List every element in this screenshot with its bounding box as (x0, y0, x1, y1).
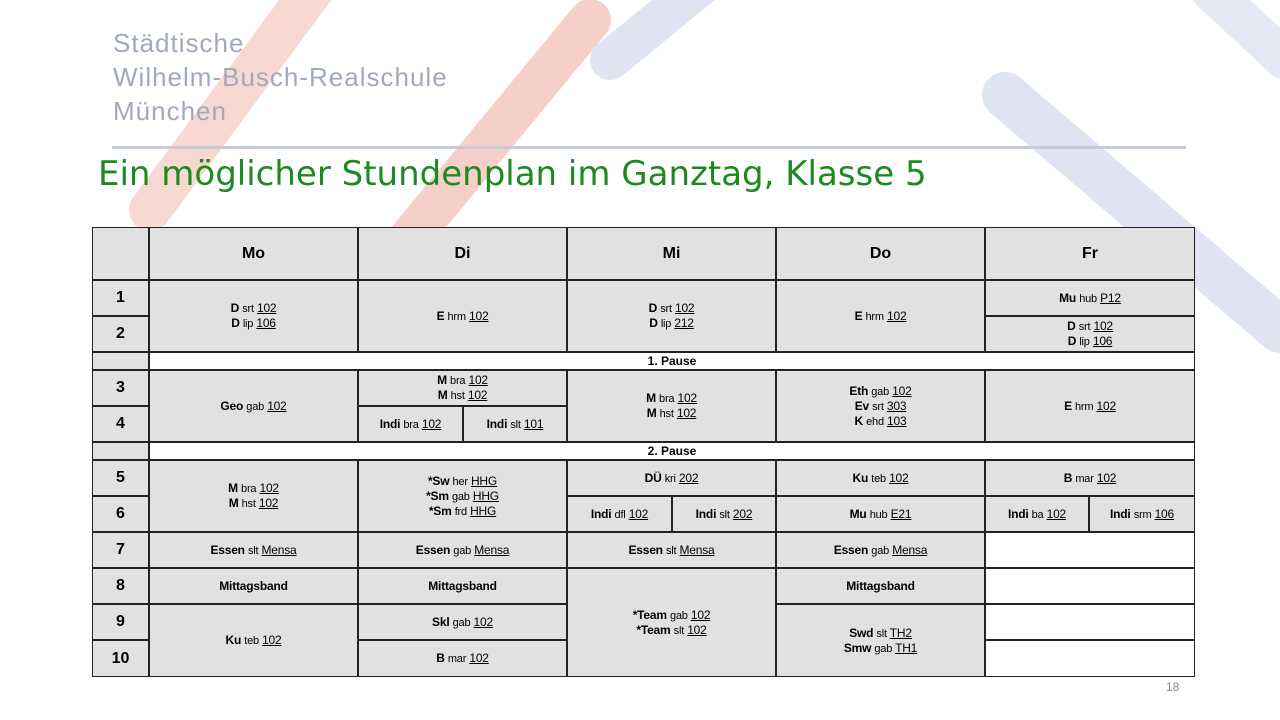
lesson-room: 101 (523, 416, 544, 431)
lesson-subject: M (437, 373, 447, 387)
lesson-teacher: bra (241, 483, 257, 495)
lesson-teacher: srt (1078, 321, 1091, 333)
lesson-subject: Essen (210, 542, 245, 557)
lesson-cell (985, 280, 1195, 316)
lesson-room: HHG (470, 503, 497, 518)
lesson-cell (149, 604, 358, 677)
lesson-teacher: slt (665, 544, 677, 557)
lesson-line (633, 608, 711, 623)
lesson-line (220, 399, 286, 414)
lesson-room: TH2 (889, 625, 912, 640)
lesson-line (436, 651, 489, 666)
lesson-subject: D (230, 301, 240, 315)
lesson-teacher: srt (660, 303, 672, 315)
lesson-teacher: teb (244, 635, 259, 647)
lesson-line (231, 316, 276, 331)
break-row: 2. Pause (149, 442, 1195, 460)
lesson-cell (985, 316, 1195, 352)
lesson-room: 106 (256, 316, 276, 330)
lesson-subject: Indi (1007, 506, 1029, 521)
period-number: 7 (92, 532, 149, 568)
lesson-teacher: hrm (447, 310, 466, 323)
lesson-room: 102 (259, 481, 279, 495)
lesson-room: TH1 (895, 640, 918, 655)
lesson-line (855, 414, 907, 429)
lesson-line (438, 388, 488, 403)
lesson-teacher: gab (453, 544, 472, 557)
lesson-cell (567, 460, 776, 496)
lesson-subject: D (649, 316, 658, 330)
lesson-subject: *Sm (426, 488, 449, 503)
lesson-teacher: frd (454, 505, 467, 518)
lesson-teacher: hrm (865, 310, 884, 323)
lesson-line (591, 507, 648, 522)
lesson-line (437, 309, 489, 324)
period-number: 9 (92, 604, 149, 640)
lesson-room: 102 (676, 406, 697, 420)
lesson-subject: Essen (628, 542, 663, 557)
lesson-room: 102 (687, 622, 707, 637)
lesson-line (852, 471, 908, 486)
lesson-room: 102 (267, 398, 287, 413)
lesson-cell (567, 370, 776, 442)
lesson-line (649, 316, 694, 331)
lesson-teacher: bra (659, 393, 675, 405)
lesson-subject: K (854, 413, 863, 428)
lesson-room: Mensa (679, 542, 715, 557)
lesson-room: HHG (472, 488, 499, 503)
lesson-cell (149, 460, 358, 532)
lesson-subject: M (646, 406, 657, 420)
lesson-subject: Skl (432, 614, 450, 629)
lesson-subject: Indi (590, 506, 612, 521)
lesson-cell (567, 496, 672, 532)
period-number: 1 (92, 280, 149, 316)
lesson-line (437, 373, 488, 388)
lesson-line (849, 384, 911, 399)
lesson-room: 102 (889, 470, 909, 485)
header-divider (112, 146, 1186, 149)
period-number: 6 (92, 496, 149, 532)
lesson-line (219, 579, 287, 593)
lesson-subject: B (436, 651, 445, 665)
lesson-teacher: slt (673, 624, 685, 637)
lesson-room: 202 (678, 470, 699, 485)
lesson-cell (567, 568, 776, 677)
lesson-subject: Ev (854, 398, 869, 413)
lesson-subject: Essen (833, 542, 869, 557)
lesson-line (225, 633, 281, 648)
lesson-line (646, 391, 697, 406)
lesson-subject: D (231, 316, 240, 330)
lesson-line (231, 301, 277, 316)
lesson-cell (149, 532, 358, 568)
lesson-room: E21 (890, 506, 912, 521)
lesson-teacher: lip (242, 318, 254, 330)
lesson-cell (776, 604, 985, 677)
timetable-corner (92, 227, 149, 280)
lesson-cell (672, 496, 776, 532)
lesson-subject: Indi (379, 416, 401, 431)
lesson-room: 106 (1092, 334, 1113, 348)
lesson-subject: Indi (695, 506, 717, 521)
lesson-line (844, 641, 917, 656)
lesson-teacher: gab (669, 609, 688, 622)
break-spacer (92, 352, 149, 370)
lesson-room: 102 (1046, 506, 1067, 521)
lesson-line (628, 543, 714, 558)
school-name (113, 26, 448, 128)
lesson-room: 102 (1096, 470, 1117, 485)
lesson-room: Mensa (892, 542, 928, 557)
lesson-subject: *Team (636, 622, 671, 637)
lesson-cell (776, 460, 985, 496)
lesson-room: 102 (469, 308, 489, 323)
lesson-subject: M (437, 388, 448, 402)
lesson-line (834, 543, 927, 558)
lesson-line (432, 615, 493, 630)
lesson-teacher: hst (450, 390, 465, 402)
lesson-room: P12 (1100, 290, 1121, 305)
lesson-cell (358, 406, 463, 442)
break-row: 1. Pause (149, 352, 1195, 370)
lesson-teacher: slt (247, 544, 259, 557)
period-number: 2 (92, 316, 149, 352)
lesson-line (855, 309, 907, 324)
lesson-subject: Ku (852, 470, 869, 485)
lesson-teacher: gab (871, 544, 890, 557)
lesson-room: 102 (421, 416, 442, 431)
lesson-line (1067, 319, 1113, 334)
period-number: 8 (92, 568, 149, 604)
lesson-subject: Ku (225, 633, 242, 647)
lesson-line (1064, 399, 1116, 414)
lesson-line (428, 474, 497, 489)
day-header-mo: Mo (149, 227, 358, 280)
lesson-teacher: lip (1079, 336, 1090, 348)
lesson-subject: E (436, 308, 445, 323)
lesson-cell (149, 280, 358, 352)
lesson-teacher: hst (659, 408, 674, 420)
lesson-subject: M (228, 496, 239, 510)
lesson-teacher: slt (876, 627, 887, 640)
lesson-teacher: bra (450, 375, 466, 387)
lesson-subject: Swd (849, 625, 874, 640)
empty-cell (985, 640, 1195, 677)
lesson-room: 102 (258, 496, 279, 510)
lesson-subject: *Sm (428, 503, 452, 518)
lesson-line (1068, 334, 1113, 349)
lesson-subject: *Team (632, 607, 667, 622)
lesson-cell (358, 640, 567, 677)
lesson-line (487, 417, 544, 432)
day-header-di: Di (358, 227, 567, 280)
lesson-cell (985, 496, 1089, 532)
lesson-subject: E (1064, 398, 1072, 413)
lesson-teacher: mar (1075, 472, 1094, 485)
lesson-teacher: ehd (866, 415, 884, 428)
slide-title: Ein möglicher Stundenplan im Ganztag, Klasse 5 (98, 154, 927, 194)
lesson-room: 102 (262, 633, 282, 647)
lesson-teacher: gab (874, 642, 893, 655)
lesson-room: 202 (732, 506, 753, 521)
period-number: 3 (92, 370, 149, 406)
lesson-room: 102 (887, 308, 907, 323)
lesson-teacher: mar (447, 653, 467, 665)
lesson-cell (358, 568, 567, 604)
lesson-cell (358, 604, 567, 640)
lesson-teacher: slt (719, 508, 730, 521)
lesson-subject: M (228, 481, 238, 495)
lesson-cell (776, 496, 985, 532)
lesson-line (846, 579, 914, 593)
break-spacer (92, 442, 149, 460)
lesson-teacher: hst (241, 498, 256, 510)
lesson-cell (776, 280, 985, 352)
lesson-teacher: srm (1133, 508, 1152, 521)
lesson-subject: E (854, 308, 863, 323)
school-line-3: München (113, 96, 227, 126)
lesson-teacher: teb (871, 472, 886, 485)
lesson-teacher: hub (869, 508, 888, 521)
lesson-room: 102 (468, 373, 488, 387)
lesson-room: Mensa (261, 542, 297, 557)
period-number: 4 (92, 406, 149, 442)
lesson-teacher: gab (871, 385, 890, 398)
lesson-teacher: srt (872, 400, 884, 413)
lesson-cell (463, 406, 567, 442)
page-number: 18 (1166, 680, 1180, 694)
lesson-teacher: dfl (614, 508, 626, 521)
lesson-cell (985, 460, 1195, 496)
lesson-subject: Indi (486, 416, 508, 431)
lesson-room: 102 (1093, 319, 1113, 333)
lesson-subject: M (646, 391, 656, 405)
lesson-teacher: bra (403, 418, 419, 431)
lesson-subject: D (1067, 319, 1076, 333)
lesson-cell (985, 370, 1195, 442)
lesson-line (426, 489, 499, 504)
lesson-room: 102 (1096, 398, 1116, 413)
lesson-room: 102 (892, 383, 912, 398)
lesson-line (210, 543, 296, 558)
lesson-line (647, 406, 697, 421)
lesson-subject: Mu (849, 506, 867, 521)
lesson-line (1110, 507, 1174, 522)
lesson-room: 102 (256, 301, 277, 315)
lesson-line (696, 507, 753, 522)
lesson-teacher: slt (510, 418, 521, 431)
lesson-cell (358, 532, 567, 568)
timetable (92, 227, 1195, 677)
lesson-cell (567, 280, 776, 352)
lesson-teacher: gab (451, 490, 470, 503)
lesson-cell (358, 280, 567, 352)
lesson-line (649, 301, 695, 316)
school-line-1: Städtische (113, 28, 245, 58)
lesson-room: 212 (674, 316, 694, 330)
lesson-subject: D (648, 301, 658, 315)
day-header-fr: Fr (985, 227, 1195, 280)
lesson-subject: Mittagsband (219, 579, 288, 593)
lesson-room: Mensa (474, 542, 510, 557)
lesson-room: 102 (467, 388, 488, 402)
lesson-cell (776, 370, 985, 442)
lesson-room: 103 (887, 413, 907, 428)
lesson-subject: B (1063, 470, 1073, 485)
lesson-cell (776, 532, 985, 568)
lesson-cell (358, 370, 567, 406)
lesson-room: 303 (886, 398, 907, 413)
lesson-line (416, 543, 509, 558)
lesson-teacher: her (452, 475, 468, 488)
lesson-teacher: gab (452, 616, 471, 629)
school-line-2: Wilhelm-Busch-Realschule (113, 62, 448, 92)
lesson-line (1059, 291, 1121, 306)
lesson-subject: Mittagsband (428, 579, 497, 593)
lesson-cell (567, 532, 776, 568)
lesson-subject: Geo (220, 398, 244, 413)
lesson-room: 106 (1154, 506, 1174, 521)
lesson-line (1008, 507, 1066, 522)
lesson-room: 102 (628, 506, 649, 521)
lesson-teacher: hrm (1075, 400, 1094, 413)
lesson-room: 102 (473, 614, 493, 629)
lesson-cell (776, 568, 985, 604)
period-number: 10 (92, 640, 149, 677)
lesson-cell (149, 568, 358, 604)
lesson-line (855, 399, 907, 414)
lesson-cell (1089, 496, 1195, 532)
lesson-line (428, 579, 496, 593)
lesson-line (636, 623, 706, 638)
lesson-teacher: srt (242, 303, 254, 315)
lesson-subject: Indi (1110, 506, 1131, 521)
lesson-line (380, 417, 442, 432)
lesson-subject: D (1067, 334, 1077, 348)
lesson-subject: Eth (849, 383, 869, 398)
lesson-subject: Mittagsband (846, 579, 915, 593)
lesson-subject: Essen (415, 542, 451, 557)
lesson-teacher: hub (1079, 292, 1097, 305)
lesson-teacher: gab (246, 400, 265, 413)
empty-cell (985, 568, 1195, 604)
lesson-subject: Mu (1059, 290, 1077, 305)
lesson-subject: DÜ (644, 470, 662, 485)
lesson-cell (358, 460, 567, 532)
lesson-line (1064, 471, 1117, 486)
lesson-subject: *Sw (427, 473, 450, 488)
lesson-teacher: ba (1031, 508, 1044, 521)
lesson-room: HHG (470, 473, 498, 488)
lesson-line (228, 481, 279, 496)
day-header-do: Do (776, 227, 985, 280)
lesson-room: 102 (677, 391, 697, 405)
lesson-room: 102 (469, 651, 489, 665)
lesson-line (849, 626, 912, 641)
lesson-line (229, 496, 279, 511)
lesson-room: 102 (674, 301, 695, 315)
empty-cell (985, 532, 1195, 568)
day-header-mi: Mi (567, 227, 776, 280)
lesson-teacher: kri (664, 472, 676, 485)
lesson-cell (149, 370, 358, 442)
empty-cell (985, 604, 1195, 640)
lesson-line (850, 507, 912, 522)
lesson-teacher: lip (660, 318, 672, 330)
lesson-line (645, 471, 699, 486)
lesson-room: 102 (690, 607, 711, 622)
lesson-line (429, 504, 496, 519)
period-number: 5 (92, 460, 149, 496)
lesson-subject: Smw (843, 640, 872, 655)
